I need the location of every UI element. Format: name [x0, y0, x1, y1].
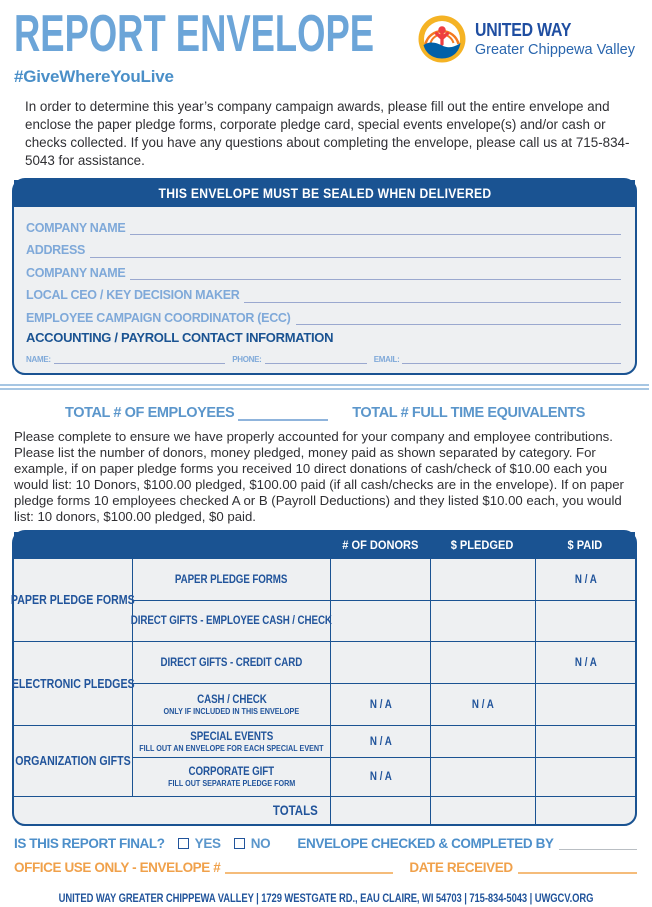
na-value: N / A: [472, 698, 494, 711]
page-header: [0, 0, 649, 87]
contact-row: [26, 349, 621, 364]
row-title: CORPORATE GIFT: [188, 766, 275, 779]
row-direct-gifts-cash-check: [130, 600, 333, 641]
row-title: DIRECT GIFTS - CREDIT CARD: [160, 656, 303, 669]
local-ceo-label: LOCAL CEO / KEY DECISION MAKER: [26, 288, 240, 303]
yes-checkbox[interactable]: [178, 838, 189, 849]
field-row-company-name-2: [26, 258, 621, 281]
report-final-row: [14, 835, 637, 852]
donors-cell-na: [330, 725, 430, 757]
sealed-banner: [14, 180, 635, 207]
contact-name-field: [26, 353, 225, 364]
donors-cell[interactable]: [330, 558, 430, 600]
footer-contact-line: UNITED WAY GREATER CHIPPEWA VALLEY | 1729 WESTGATE RD., EAU CLAIRE, WI 54703 | 715-834-5043 | UWGCV.ORG: [58, 893, 594, 906]
contact-info-heading: ACCOUNTING / PAYROLL CONTACT INFORMATION: [26, 330, 334, 346]
table-header-spacer: [14, 532, 330, 558]
contributions-table: [12, 530, 637, 826]
row-subtitle: FILL OUT SEPARATE PLEDGE FORM: [167, 779, 296, 789]
name-line[interactable]: [54, 353, 226, 364]
no-checkbox[interactable]: [234, 838, 245, 849]
local-ceo-line[interactable]: [244, 286, 621, 303]
logo-text: [475, 20, 635, 58]
page-title: REPORT ENVELOPE: [14, 5, 375, 63]
field-row-local-ceo: [26, 280, 621, 303]
na-value: N / A: [369, 735, 392, 748]
col-header-donors: [330, 532, 430, 558]
title-block: [14, 5, 375, 87]
paid-cell-na: [535, 558, 635, 600]
col-header-paid: [535, 532, 635, 558]
logo-region-name: Greater Chippewa Valley: [474, 42, 635, 58]
na-value: N / A: [574, 656, 597, 669]
row-special-events: [132, 725, 330, 757]
paid-cell[interactable]: [535, 600, 635, 641]
checked-by-line[interactable]: [559, 838, 637, 850]
phone-line[interactable]: [265, 353, 367, 364]
envelope-number-line[interactable]: [225, 862, 393, 874]
name-label: NAME:: [26, 354, 51, 364]
paid-cell[interactable]: [535, 725, 635, 757]
sealed-banner-text: THIS ENVELOPE MUST BE SEALED WHEN DELIVERED: [158, 185, 491, 201]
logo-org-name: UNITED WAY: [474, 20, 572, 40]
no-label: NO: [250, 836, 271, 852]
totals-label: TOTALS: [273, 803, 318, 819]
united-way-logo: [417, 14, 635, 64]
company-name-label: COMPANY NAME: [26, 220, 126, 235]
section-divider: [0, 384, 649, 390]
yes-label: YES: [194, 836, 221, 852]
paid-cell[interactable]: [535, 757, 635, 796]
intro-paragraph: In order to determine this year’s company campaign awards, please fill out the entire envelope and enclose the paper pledge forms, corporate pledge card, special events envelope(s) and/or cash or checks collected. If you have any questions about completing the envelope, please call us at 715-834-5043 for assistance.: [25, 99, 630, 168]
contact-phone-field: [232, 353, 366, 364]
col-header-donors-text: # OF DONORS: [341, 538, 419, 553]
phone-label: PHONE:: [232, 354, 262, 364]
office-use-label: OFFICE USE ONLY - ENVELOPE #: [14, 860, 221, 876]
na-value: N / A: [369, 698, 392, 711]
donors-cell-na: [330, 683, 430, 725]
pledged-cell[interactable]: [430, 558, 535, 600]
united-way-logo-icon: [417, 14, 467, 64]
page-footer: [0, 889, 649, 907]
company-name-line[interactable]: [130, 218, 621, 235]
checked-by-label: ENVELOPE CHECKED & COMPLETED BY: [297, 836, 554, 852]
total-employees-label: TOTAL # OF EMPLOYEES: [65, 405, 235, 422]
totals-donors-cell[interactable]: [330, 796, 430, 824]
pledged-cell[interactable]: [430, 600, 535, 641]
row-title: CASH / CHECK: [196, 693, 267, 706]
col-header-paid-text: $ PAID: [567, 538, 603, 553]
totals-paid-cell[interactable]: [535, 796, 635, 824]
group-label-text: ORGANIZATION GIFTS: [15, 754, 131, 769]
row-cash-check: [132, 683, 330, 725]
row-subtitle: ONLY IF INCLUDED IN THIS ENVELOPE: [163, 706, 300, 716]
donors-cell[interactable]: [330, 641, 430, 683]
group-label-organization-gifts: [14, 725, 132, 796]
envelope-fields: [14, 207, 635, 374]
email-line[interactable]: [402, 353, 621, 364]
contact-email-field: [374, 353, 621, 364]
totals-label-cell: [14, 796, 330, 824]
address-label: ADDRESS: [26, 243, 86, 258]
pledged-cell-na: [430, 683, 535, 725]
paid-cell-na: [535, 641, 635, 683]
field-row-ecc: [26, 303, 621, 326]
report-final-question: IS THIS REPORT FINAL?: [14, 836, 165, 852]
row-corporate-gift: [132, 757, 330, 796]
pledged-cell[interactable]: [430, 725, 535, 757]
ecc-label: EMPLOYEE CAMPAIGN COORDINATOR (ECC): [26, 310, 291, 325]
pledged-cell[interactable]: [430, 757, 535, 796]
group-label-text: PAPER PLEDGE FORMS: [11, 593, 135, 608]
instructions-paragraph: Please complete to ensure we have properly accounted for your company and employee contributions. Please list the number of donors, money pledged, money paid as shown separated by category. For example, if on paper pledge forms you received 10 direct donations of cash/check of $10.00 each you would list: 10 Donors, $100.00 pledged, $100.00 paid (if all cash/checks are in the envelope). If on paper pledge forms 10 employees checked A or B (Payroll Deductions) and they listed $10.00 each, you would list: 10 donors, $100.00 pledged, $0 paid.: [14, 429, 624, 524]
contributions-table-grid: [11, 532, 635, 824]
group-label-text: ELECTRONIC PLEDGES: [11, 676, 135, 691]
row-title: SPECIAL EVENTS: [190, 730, 273, 743]
pledged-cell[interactable]: [430, 641, 535, 683]
col-header-pledged-text: $ PLEDGED: [451, 538, 514, 553]
total-employees-line[interactable]: [238, 408, 328, 421]
row-title: DIRECT GIFTS - EMPLOYEE CASH / CHECK: [130, 615, 333, 628]
row-title: PAPER PLEDGE FORMS: [175, 573, 288, 586]
date-received-line[interactable]: [518, 862, 637, 874]
company-name-2-line[interactable]: [130, 263, 621, 280]
ecc-line[interactable]: [296, 308, 621, 325]
group-label-paper-pledge-forms: [11, 558, 135, 641]
employee-totals-row: [65, 402, 589, 421]
date-received-label: DATE RECEIVED: [409, 860, 513, 876]
address-line[interactable]: [90, 241, 621, 258]
col-header-pledged: [430, 532, 535, 558]
company-name-2-label: COMPANY NAME: [26, 265, 126, 280]
group-label-electronic-pledges: [11, 641, 135, 725]
paid-cell[interactable]: [535, 683, 635, 725]
field-row-address: [26, 235, 621, 258]
na-value: N / A: [369, 771, 392, 784]
total-fte-label: TOTAL # FULL TIME EQUIVALENTS: [352, 405, 585, 422]
row-subtitle: FILL OUT AN ENVELOPE FOR EACH SPECIAL EVENT: [139, 743, 324, 753]
totals-pledged-cell[interactable]: [430, 796, 535, 824]
field-row-company-name-1: [26, 213, 621, 236]
email-label: EMAIL:: [373, 354, 400, 364]
row-paper-pledge-forms: [132, 558, 330, 600]
row-direct-gifts-credit-card: [132, 641, 330, 683]
campaign-hashtag: #GiveWhereYouLive: [14, 67, 174, 86]
na-value: N / A: [574, 573, 597, 586]
donors-cell[interactable]: [330, 600, 430, 641]
office-use-row: [14, 859, 637, 876]
envelope-info-box: [12, 178, 637, 376]
donors-cell-na: [330, 757, 430, 796]
